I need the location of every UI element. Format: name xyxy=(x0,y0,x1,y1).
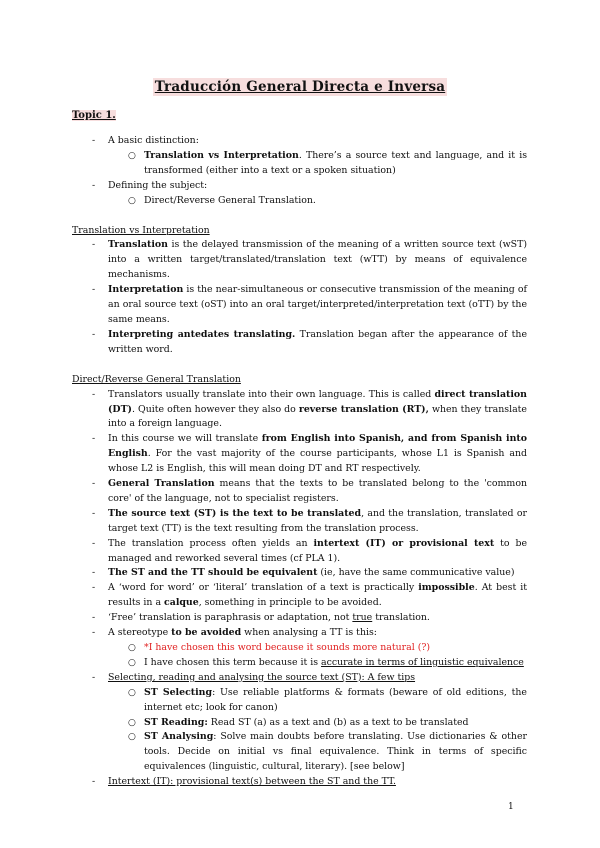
red-example-text: *I have chosen this word because it sounds more natural (?) xyxy=(144,642,431,653)
list-item: - Intertext (IT): provisional text(s) between the ST and the TT. xyxy=(92,776,396,788)
sub-list-item: ○ ST Analysing: Solve main doubts before translating. Use dictionaries & other tools. Decide on initial vs final equivalence. Think in terms of specific equivalences (linguistic, cultural, literary). [see below] xyxy=(128,731,527,773)
topic-heading: Topic 1. xyxy=(72,110,116,121)
list-item: - A ‘word for word’ or ‘literal’ translation of a text is practically impossible. At best it results in a calque, something in principle to be avoided. xyxy=(92,582,527,609)
list-item: - A basic distinction: xyxy=(92,135,199,146)
document-title: Traducción General Directa e Inversa xyxy=(154,79,446,95)
sub-list-item: ○ I have chosen this term because it is accurate in terms of linguistic equivalence xyxy=(128,656,524,668)
sub-list-item: ○ Direct/Reverse General Translation. xyxy=(128,194,316,206)
list-item: - The source text (ST) is the text to be translated, and the translation, translated or target text (TT) is the text resulting from the translation process. xyxy=(92,507,527,534)
list-item: - ‘Free’ translation is paraphrasis or adaptation, not true translation. xyxy=(92,612,430,624)
section-heading: Direct/Reverse General Translation xyxy=(72,373,241,385)
document-body xyxy=(72,134,527,790)
list-item: - Interpreting antedates translating. Translation began after the appearance of the written word. xyxy=(92,328,527,355)
list-item: - General Translation means that the texts to be translated belong to the 'common core' of the language, not to specialist registers. xyxy=(92,478,527,504)
list-item: - The translation process often yields an intertext (IT) or provisional text to be managed and reworked several times (cf PLA 1). xyxy=(92,537,528,564)
list-item: - Translation is the delayed transmission of the meaning of a written source text (wST) into a written target/translated/translation text (wTT) by means of equivalence mechanisms. xyxy=(92,239,527,281)
list-item: - Interpretation is the near-simultaneous or consecutive transmission of the meaning of an oral source text (oST) into an oral target/interpreted/interpretation text (oTT) by the same means. xyxy=(92,284,527,325)
list-item: - A stereotype to be avoided when analysing a TT is this: xyxy=(92,627,377,639)
list-item: - Translators usually translate into their own language. This is called direct translation (DT). Quite often however they also do reverse translation (RT), when they translate into a foreign language. xyxy=(92,388,527,430)
section-heading: Translation vs Interpretation xyxy=(72,224,210,236)
sub-list-item: ○ Translation vs Interpretation. There’s a source text and language, and it is transformed (either into a text or a spoken situation) xyxy=(128,149,528,176)
list-item: - Selecting, reading and analysing the source text (ST): A few tips xyxy=(92,671,416,683)
sub-list-item: ○ *I have chosen this word because it sounds more natural (?) xyxy=(128,642,431,653)
list-item: - In this course we will translate from English into Spanish, and from Spanish into English. For the vast majority of the course participants, whose L1 is Spanish and whose L2 is English, this will mean doing DT and RT respectively. xyxy=(92,433,527,475)
sub-list-item: ○ ST Reading: Read ST (a) as a text and (b) as a text to be translated xyxy=(128,716,469,728)
list-item: - The ST and the TT should be equivalent (ie, have the same communicative value) xyxy=(92,567,515,579)
sub-list-item: ○ ST Selecting: Use reliable platforms & formats (beware of old editions, the internet etc; look for canon) xyxy=(128,686,527,713)
list-item: - Defining the subject: xyxy=(92,179,208,191)
page-number: 1 xyxy=(508,802,514,812)
